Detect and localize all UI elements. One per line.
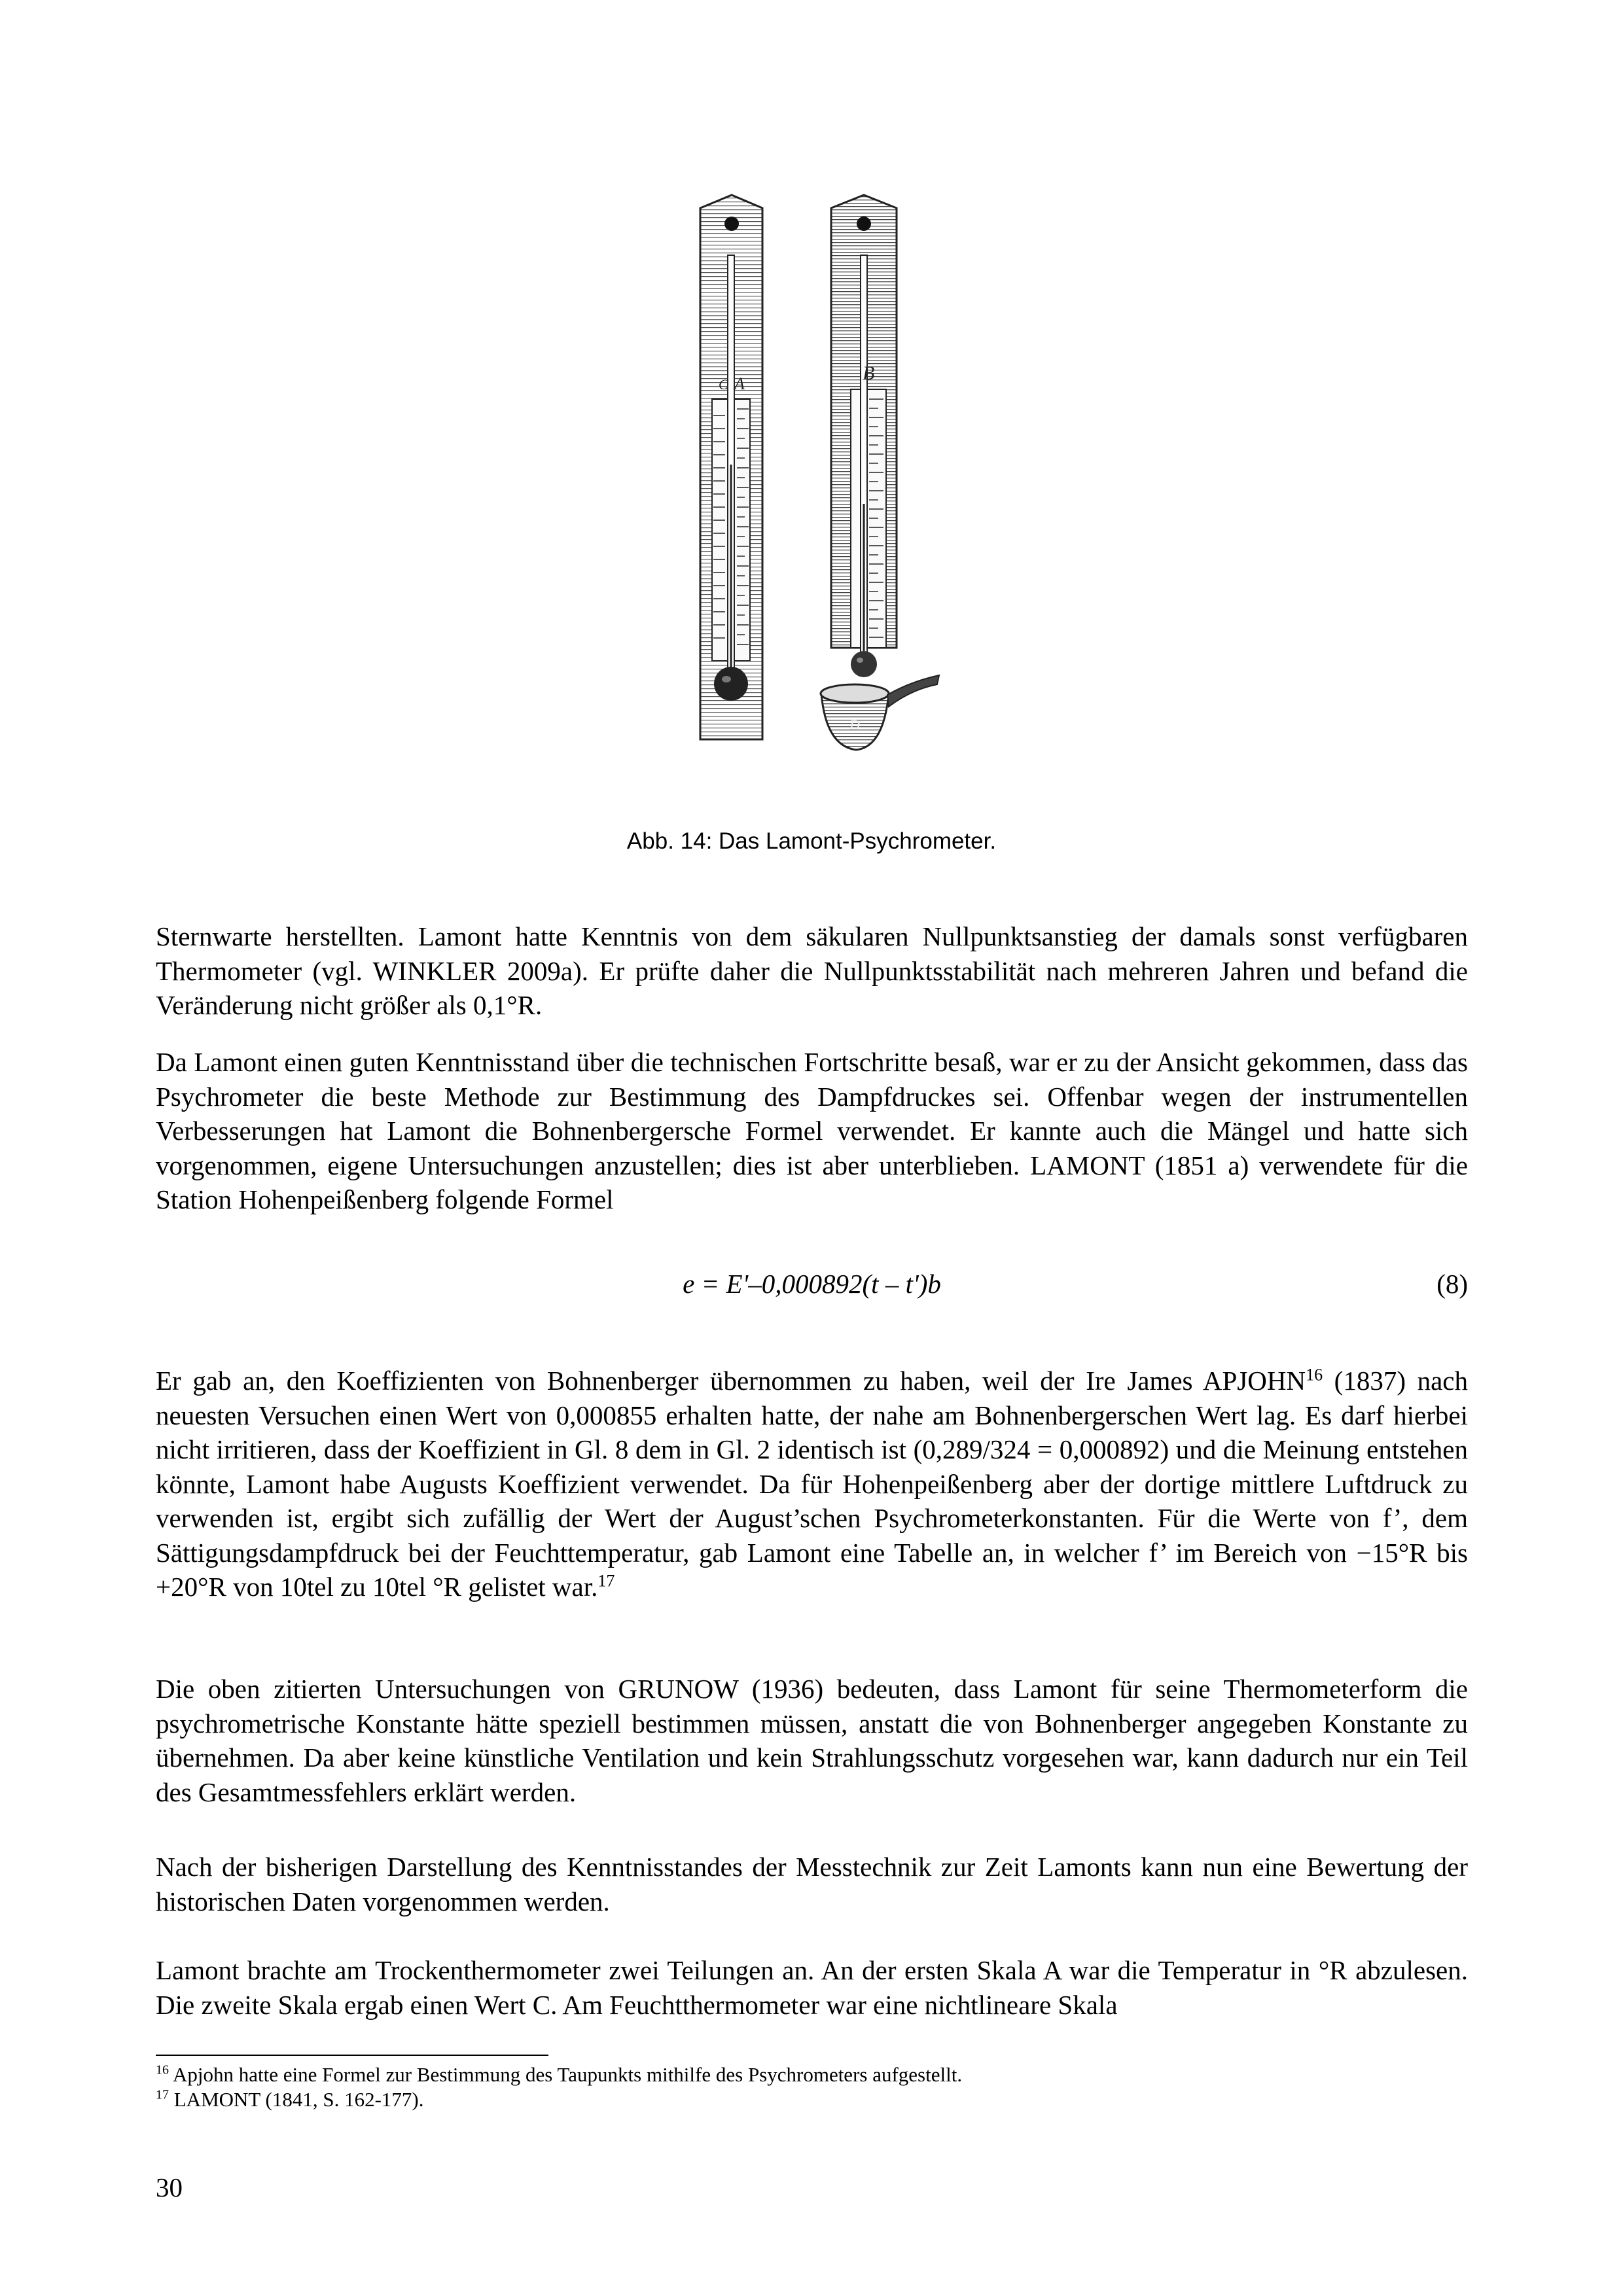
paragraph-4: [156, 1672, 1468, 1809]
page-number: 30: [156, 2172, 183, 2202]
figure-caption: Abb. 14: Das Lamont-Psychrometer.: [626, 828, 997, 854]
footnote-ref-17[interactable]: 17: [597, 1571, 615, 1591]
footnote-text: Apjohn hatte eine Formel zur Bestimmung des Taupunkts mithilfe des Psychrometers aufgestellt.: [169, 2063, 963, 2086]
paragraph-4-text: Die oben zitierten Untersuchungen von GRUNOW (1936) bedeuten, dass Lamont für seine Thermometerform die psychrometrische Konstante hätte speziell bestimmen müssen, anstatt die von Bohnenberger angegeben Konstante zu übernehmen. Da aber keine künstliche Ventilation und kein Strahlungsschutz vorgesehen war, kann dadurch nur ein Teil des Gesamtmessfehlers erklärt werden.: [156, 1674, 1468, 1807]
label-d: D: [849, 716, 860, 733]
footnote-mark: 16: [156, 2062, 169, 2077]
paragraph-3: [156, 1364, 1468, 1604]
label-a: A: [734, 374, 745, 393]
water-cup: [821, 675, 939, 750]
paragraph-2: [156, 1045, 1468, 1217]
wet-thermometer-board: [831, 195, 897, 677]
paragraph-1-text: Sternwarte herstellten. Lamont hatte Kenntnis von dem säkularen Nullpunktsanstieg der damals sonst verfügbaren Thermometer (vgl. WINKLER 2009a). Er prüfte daher die Nullpunktsstabilität nach mehreren Jahren und befand die Veränderung nicht größer als 0,1°R.: [156, 921, 1468, 1020]
equation-formula: e = E'–0,000892(t – t')b: [683, 1269, 941, 1299]
footnote-divider: [156, 2055, 548, 2056]
paragraph-2-text: Da Lamont einen guten Kenntnisstand über die technischen Fortschritte besaß, war er zu der Ansicht gekommen, dass das Psychrometer die beste Methode zur Bestimmung des Dampfdruckes sei. Offenbar wegen der instrumentellen Verbesserungen hat Lamont die Bohnenbergersche Formel verwendet. Er kannte auch die Mängel und hatte sich vorgenommen, eigene Untersuchungen anzustellen; dies ist aber unterblieben. LAMONT (1851 a) verwendete für die Station Hohenpeißenberg folgende Formel: [156, 1047, 1468, 1214]
equation-8: [156, 1264, 1468, 1303]
label-b: B: [863, 362, 875, 384]
footnote-16: [156, 2062, 1468, 2087]
paragraph-3-text: [156, 1364, 1468, 1604]
footnote-mark: 17: [156, 2087, 169, 2102]
footnotes: [156, 2062, 1468, 2112]
paragraph-6-text: Lamont brachte am Trockenthermometer zwei Teilungen an. An der ersten Skala A war die Temperatur in °R abzulesen. Die zweite Skala ergab einen Wert C. Am Feuchtthermometer war eine nichtlineare Skala: [156, 1955, 1468, 2020]
paragraph-5: [156, 1850, 1468, 1918]
footnote-17: [156, 2087, 1468, 2112]
paragraph-3-part-b: (1837) nach neuesten Versuchen einen Wert von 0,000855 erhalten hatte, der nahe am Bohnenbergerschen Wert lag. Es darf hierbei nicht irritieren, dass der Koeffizient in Gl. 8 dem in Gl. 2 identisch ist (0,289/324 = 0,000892) und die Meinung entstehen könnte, Lamont habe Augusts Koeffizient verwendet. Da für Hohenpeißenberg aber der dortige mittlere Luftdruck zu verwenden ist, ergibt sich zufällig der Wert der August’schen Psychrometerkonstanten. Für die Werte von f’, dem Sättigungsdampfdruck bei der Feuchttemperatur, gab Lamont eine Tabelle an, in welcher f’ im Bereich von −15°R bis +20°R von 10tel zu 10tel °R gelistet war.: [156, 1366, 1468, 1602]
psychrometer-figure: [681, 190, 955, 766]
paragraph-1: [156, 919, 1468, 1023]
equation-number: (8): [1436, 1269, 1468, 1299]
dry-thermometer-board: [700, 195, 762, 739]
footnote-ref-16[interactable]: 16: [1306, 1365, 1323, 1385]
label-c: C: [719, 376, 728, 393]
paragraph-5-text: Nach der bisherigen Darstellung des Kenntnisstandes der Messtechnik zur Zeit Lamonts kann nun eine Bewertung der historischen Daten vorgenommen werden.: [156, 1852, 1468, 1916]
paragraph-6: [156, 1953, 1468, 2022]
paragraph-3-part-a: Er gab an, den Koeffizienten von Bohnenberger übernommen zu haben, weil der Ire James APJOHN: [156, 1366, 1306, 1396]
footnote-text: LAMONT (1841, S. 162-177).: [169, 2088, 424, 2111]
